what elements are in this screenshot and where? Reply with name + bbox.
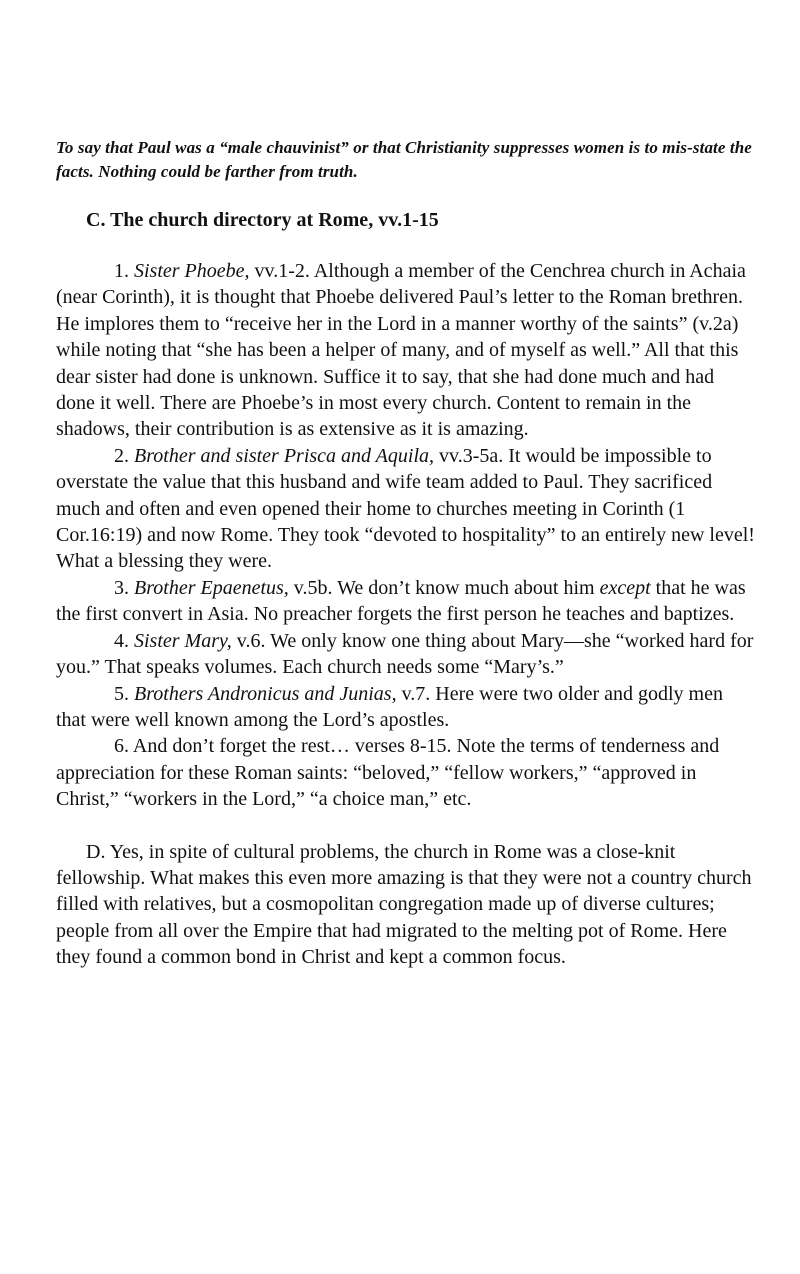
item-number: 6. <box>114 735 129 758</box>
item-name: Sister Mary, <box>134 629 232 652</box>
item-reference: v.7. <box>401 682 431 705</box>
section-heading: C. The church directory at Rome, vv.1-15 <box>86 209 439 231</box>
document-page <box>56 136 756 971</box>
item-reference: vv.1-2. <box>254 260 310 282</box>
list-item-phoebe <box>56 258 756 443</box>
item-text: that he was the first convert in Asia. No preacher forgets the first person he teaches and baptizes. <box>56 576 746 626</box>
closing-paragraph: D. Yes, in spite of cultural problems, the church in Rome was a close-knit fellowship. What makes this even more amazing is that they were not a country church filled with relatives, but a cosmopolitan congregation made up of diverse cultures; people from all over the Empire that had migrated to the melting pot of Rome. Here they found a common bond in Christ and kept a common focus. <box>56 840 752 969</box>
item-text: It would be impossible to overstate the value that this husband and wife team added to Paul. They sacrificed much and often and even opened their home to churches meeting in Corinth (1 Cor.16:19) and now Rome. They took “devoted to hospitality” to an entirely new level! What a blessing they were. <box>56 444 755 573</box>
item-name: Sister Phoebe, <box>134 260 250 282</box>
item-reference: v.5b. <box>293 576 333 599</box>
list-item-the-rest <box>56 733 756 812</box>
list-item-prisca-aquila <box>56 443 756 575</box>
item-name: Brother Epaenetus, <box>134 576 289 599</box>
directory-list <box>56 258 756 813</box>
item-text: We only know one thing about Mary—she “worked hard for you.” That speaks volumes. Each church needs some “Mary’s.” <box>56 629 754 679</box>
intro-paragraph: To say that Paul was a “male chauvinist” or that Christianity suppresses women is to mis-state the facts. Nothing could be farther from truth. <box>56 138 752 181</box>
item-name: Brother and sister Prisca and Aquila, <box>134 444 434 467</box>
item-emphasis: except <box>599 576 651 599</box>
item-reference: vv.3-5a. <box>439 444 504 467</box>
item-text: Here were two older and godly men that were well known among the Lord’s apostles. <box>56 682 723 731</box>
list-item-mary <box>56 628 756 681</box>
item-number: 1. <box>114 260 129 282</box>
item-number: 3. <box>114 576 129 599</box>
item-number: 4. <box>114 629 129 652</box>
item-number: 2. <box>114 444 129 467</box>
list-item-andronicus-junias <box>56 681 756 734</box>
item-text: Although a member of the Cenchrea church in Achaia (near Corinth), it is thought that Phoebe delivered Paul’s letter to the Roman brethren. He implores them to “receive her in the Lord in a manner worthy of the saints” (v.2a) while noting that “she has been a helper of many, and of myself as well.” All that this dear sister had done is unknown. Suffice it to say, that she had done much and had done it well. There are Phoebe’s in most every church. Content to remain in the shadows, their contribution is as extensive as it is amazing. <box>56 260 746 441</box>
item-text: And don’t forget the rest… verses 8-15. Note the terms of tenderness and appreciation for these Roman saints: “beloved,” “fellow workers,” “approved in Christ,” “workers in the Lord,” “a choice man,” etc. <box>56 735 720 811</box>
item-number: 5. <box>114 682 129 705</box>
list-item-epaenetus <box>56 575 756 628</box>
item-reference: v.6. <box>236 629 266 652</box>
item-name: Brothers Andronicus and Junias, <box>134 682 397 705</box>
item-text-before: We don’t know much about him <box>337 576 595 599</box>
